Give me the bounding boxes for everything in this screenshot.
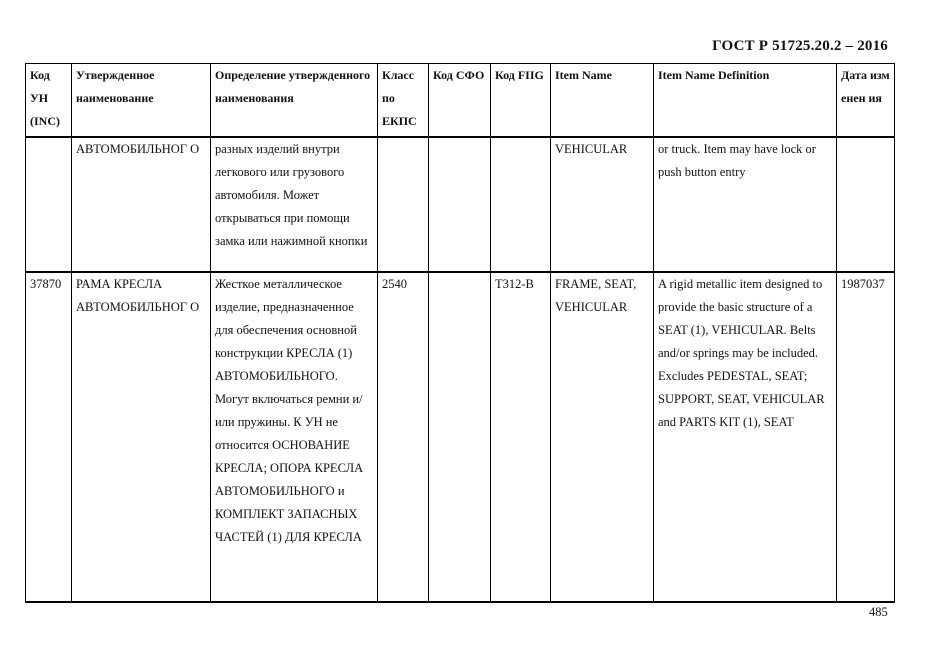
cell-code-sfo [429, 272, 491, 602]
cell-code-inc: 37870 [26, 272, 72, 602]
cell-code-fiig: T312-B [491, 272, 551, 602]
header-item-name-definition: Item Name Definition [654, 64, 837, 137]
cell-approved-name: АВТОМОБИЛЬНОГ О [72, 137, 211, 272]
cell-code-inc [26, 137, 72, 272]
cell-item-name-definition: or truck. Item may have lock or push button entry [654, 137, 837, 272]
cell-code-fiig [491, 137, 551, 272]
cell-item-name: FRAME, SEAT, VEHICULAR [551, 272, 654, 602]
cell-date-changed [837, 137, 895, 272]
cell-definition: Жесткое металлическое изделие, предназначенное для обеспечения основной конструкции КРЕСЛА (1) АВТОМОБИЛЬНОГО. Могут включаться ремни и/или пружины. К УН не относится ОСНОВАНИЕ КРЕСЛА; ОПОРА КРЕСЛА АВТОМОБИЛЬНОГО и КОМПЛЕКТ ЗАПАСНЫХ ЧАСТЕЙ (1) ДЛЯ КРЕСЛА [211, 272, 378, 602]
table-header-row [26, 64, 895, 137]
cell-item-name-definition: A rigid metallic item designed to provide the basic structure of a SEAT (1), VEHICULAR. Belts and/or springs may be included. Excludes PEDESTAL, SEAT; SUPPORT, SEAT, VEHICULAR and PARTS KIT (1), SEAT [654, 272, 837, 602]
header-code-inc: Код УН (INC) [26, 64, 72, 137]
cell-approved-name: РАМА КРЕСЛА АВТОМОБИЛЬНОГ О [72, 272, 211, 602]
header-item-name: Item Name [551, 64, 654, 137]
nomenclature-table [25, 63, 895, 603]
header-date-changed: Дата изменен ия [837, 64, 895, 137]
header-code-sfo: Код СФО [429, 64, 491, 137]
header-class-ekps: Класс по ЕКПС [378, 64, 429, 137]
cell-definition: разных изделий внутри легкового или грузового автомобиля. Может открываться при помощи замка или нажимной кнопки [211, 137, 378, 272]
header-approved-name: Утвержденное наименование [72, 64, 211, 137]
cell-class-ekps [378, 137, 429, 272]
cell-item-name: VEHICULAR [551, 137, 654, 272]
cell-class-ekps: 2540 [378, 272, 429, 602]
document-title: ГОСТ Р 51725.20.2 – 2016 [712, 38, 888, 54]
cell-date-changed: 1987037 [837, 272, 895, 602]
header-code-fiig: Код FIIG [491, 64, 551, 137]
table-row [26, 137, 895, 272]
header-definition: Определение утвержденного наименования [211, 64, 378, 137]
cell-code-sfo [429, 137, 491, 272]
page-number: 485 [869, 605, 888, 619]
table-row [26, 272, 895, 602]
